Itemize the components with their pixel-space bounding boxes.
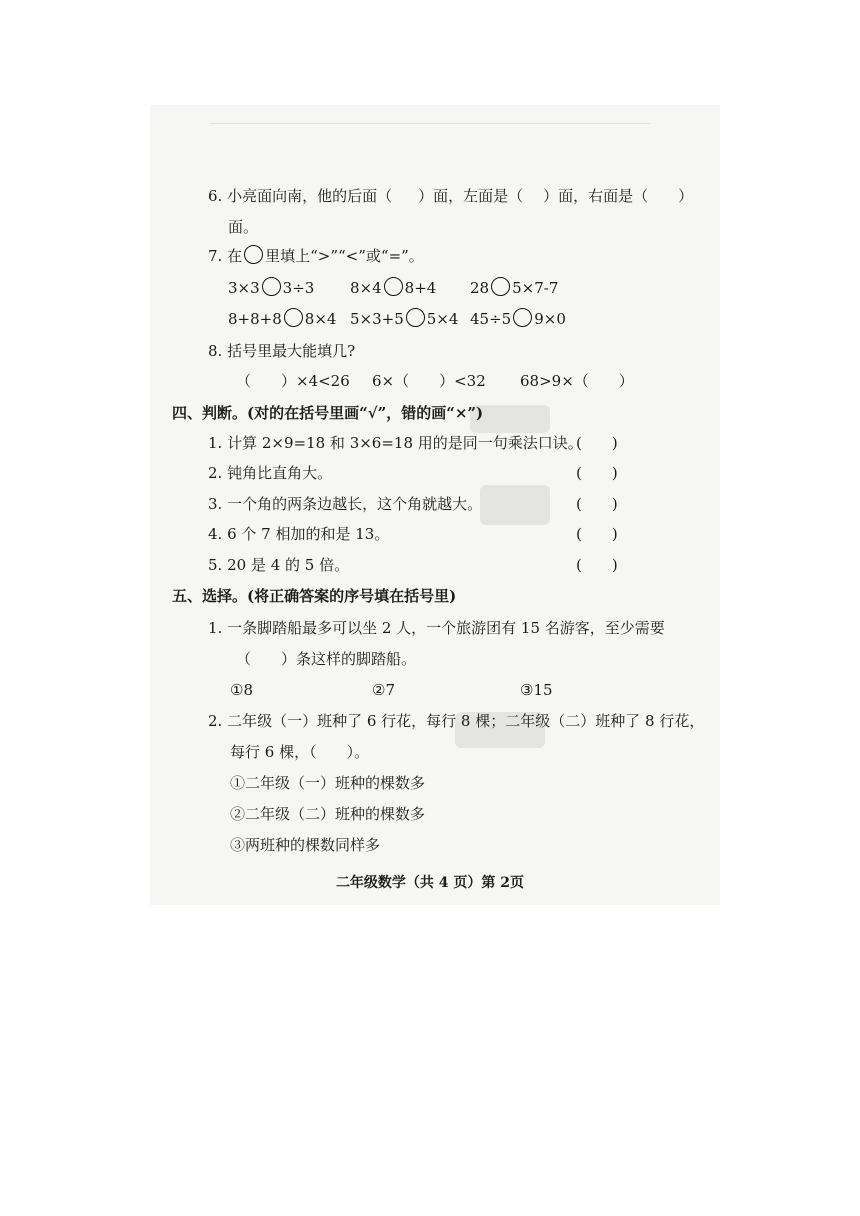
q6-text-c: ）面，右面是（ bbox=[543, 187, 649, 205]
scan-edge-line bbox=[210, 123, 650, 124]
q7-prompt bbox=[208, 245, 424, 267]
q6-text-d: ） bbox=[678, 187, 694, 205]
q6-text-a: 6. 小亮面向南，他的后面（ bbox=[208, 187, 393, 205]
judge-answer-paren[interactable]: ( ) bbox=[576, 495, 618, 513]
judge-item: 1. 计算 2×9=18 和 3×6=18 用的是同一句乘法口诀。 bbox=[208, 434, 583, 452]
q7-item: 8×4 8+4 bbox=[350, 279, 437, 297]
q8-item: （ ）×4<26 bbox=[236, 372, 350, 390]
q8-prompt: 8. 括号里最大能填几? bbox=[208, 342, 356, 360]
choice-q2-line1: 2. 二年级（一）班种了 6 行花，每行 8 棵；二年级（二）班种了 8 行花， bbox=[208, 712, 705, 730]
answer-circle[interactable] bbox=[491, 277, 510, 296]
q7-prompt-a: 7. 在 bbox=[208, 247, 243, 265]
judge-answer-paren[interactable]: ( ) bbox=[576, 525, 618, 543]
answer-circle[interactable] bbox=[262, 277, 281, 296]
page-footer: 二年级数学（共 4 页）第 2页 bbox=[335, 875, 525, 891]
choice-option: ③两班种的棵数同样多 bbox=[230, 836, 381, 854]
q7-item: 8+8+8 8×4 bbox=[228, 310, 337, 328]
choice-option: ②7 bbox=[372, 681, 395, 699]
choice-option: ②二年级（二）班种的棵数多 bbox=[230, 805, 426, 823]
choice-q1-line1: 1. 一条脚踏船最多可以坐 2 人，一个旅游团有 15 名游客，至少需要 bbox=[208, 619, 665, 637]
answer-circle[interactable] bbox=[384, 277, 403, 296]
q6-text-b: ）面，左面是（ bbox=[418, 187, 524, 205]
judge-answer-paren[interactable]: ( ) bbox=[576, 464, 618, 482]
q8-item: 68>9×（ ） bbox=[520, 372, 634, 390]
answer-circle[interactable] bbox=[284, 308, 303, 327]
judge-item: 5. 20 是 4 的 5 倍。 bbox=[208, 556, 350, 574]
bleed-through-image bbox=[480, 485, 550, 525]
judge-answer-paren[interactable]: ( ) bbox=[576, 434, 618, 452]
q8-item: 6×（ ）<32 bbox=[372, 372, 486, 390]
judge-item: 3. 一个角的两条边越长，这个角就越大。 bbox=[208, 495, 483, 513]
choice-q1-line2: （ ）条这样的脚踏船。 bbox=[236, 650, 417, 668]
q6-line2: 面。 bbox=[228, 218, 259, 236]
q7-item: 3×3 3÷3 bbox=[228, 279, 315, 297]
judge-answer-paren[interactable]: ( ) bbox=[576, 556, 618, 574]
judge-item: 4. 6 个 7 相加的和是 13。 bbox=[208, 525, 390, 543]
q7-item: 28 5×7-7 bbox=[470, 279, 559, 297]
answer-circle[interactable] bbox=[406, 308, 425, 327]
choice-option: ①8 bbox=[230, 681, 253, 699]
section5-title: 五、选择。(将正确答案的序号填在括号里) bbox=[172, 587, 457, 605]
q7-prompt-b: 里填上“>”“<”或“=”。 bbox=[265, 247, 424, 265]
compare-circle-icon bbox=[244, 245, 263, 264]
q7-item: 45÷5 9×0 bbox=[470, 310, 566, 328]
q7-item: 5×3+5 5×4 bbox=[350, 310, 459, 328]
choice-q2-line2: 每行 6 棵，（ ）。 bbox=[230, 743, 370, 761]
answer-circle[interactable] bbox=[513, 308, 532, 327]
q6-line1 bbox=[208, 185, 693, 207]
choice-option: ③15 bbox=[520, 681, 553, 699]
choice-option: ①二年级（一）班种的棵数多 bbox=[230, 774, 426, 792]
judge-item: 2. 钝角比直角大。 bbox=[208, 464, 333, 482]
section4-title: 四、判断。(对的在括号里画“√”，错的画“×”) bbox=[172, 404, 484, 422]
